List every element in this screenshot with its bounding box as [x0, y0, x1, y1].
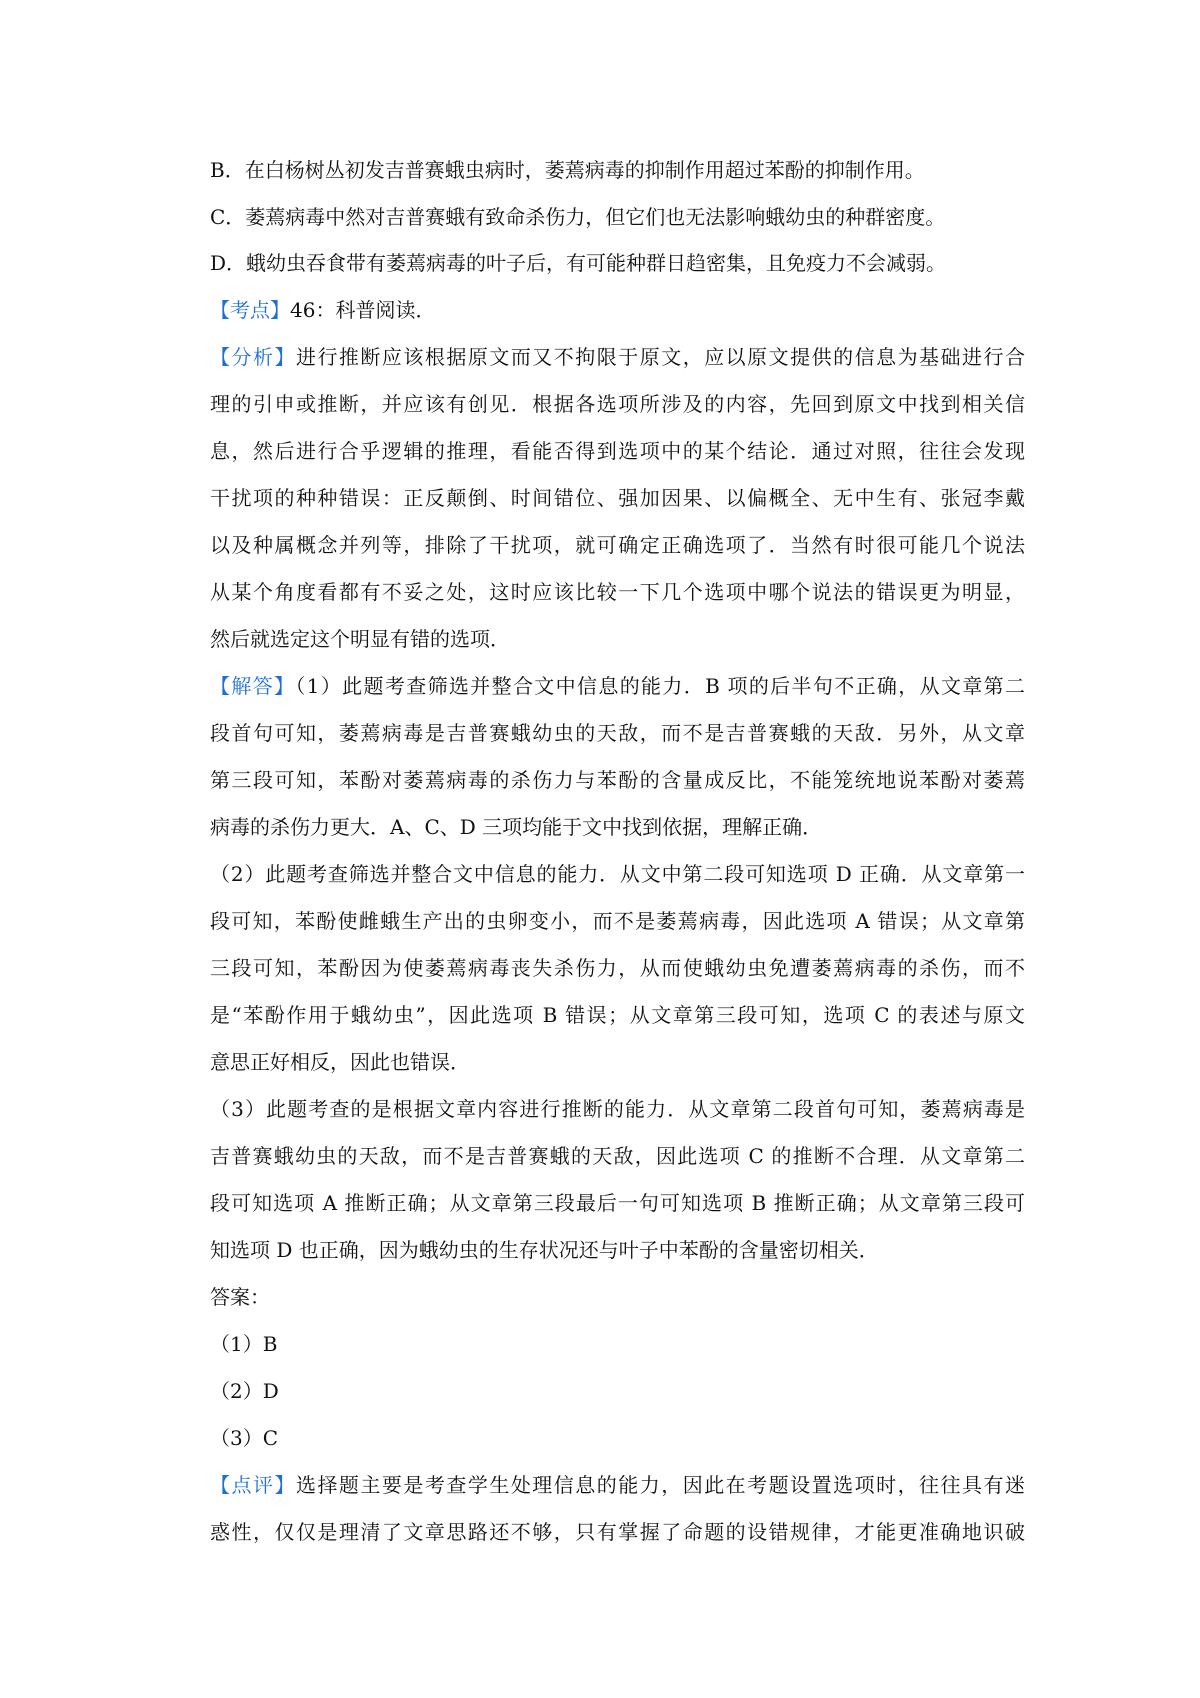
jieda-text: （1）此题考查筛选并整合文中信息的能力．B 项的后半句不正确，从文章第二 [295, 674, 1025, 698]
kaodian-text: 46：科普阅读． [290, 298, 436, 322]
answer-item: （3）C [210, 1426, 279, 1450]
dianping-line: 惑性，仅仅是理清了文章思路还不够，只有掌握了命题的设错规律，才能更准确地识破 [210, 1520, 1025, 1544]
jieda-line [210, 672, 1025, 700]
dianping-tag: 【点评】 [210, 1473, 296, 1497]
jieda-line: 段可知，苯酚使雌蛾生产出的虫卵变小，而不是萎蔫病毒，因此选项 A 错误；从文章第 [210, 909, 1025, 933]
dianping-line [210, 1471, 1025, 1499]
jieda-line: 知选项 D 也正确，因为蛾幼虫的生存状况还与叶子中苯酚的含量密切相关． [210, 1238, 879, 1262]
jieda-line: （3）此题考查的是根据文章内容进行推断的能力．从文章第二段首句可知，萎蔫病毒是 [210, 1097, 1025, 1121]
kaodian-line [210, 296, 1025, 324]
fenxi-line [210, 343, 1025, 371]
fenxi-line: 理的引申或推断，并应该有创见．根据各选项所涉及的内容，先回到原文中找到相关信 [210, 392, 1025, 416]
jieda-tag: 【解答】 [210, 674, 296, 698]
jieda-line: 意思正好相反，因此也错误． [210, 1050, 470, 1074]
answer-label: 答案： [210, 1285, 270, 1309]
jieda-line: 段可知选项 A 推断正确；从文章第三段最后一句可知选项 B 推断正确；从文章第三段可 [210, 1191, 1025, 1215]
dianping-text: 选择题主要是考查学生处理信息的能力，因此在考题设置选项时，往往具有迷 [295, 1473, 1025, 1497]
option-c: C．萎蔫病毒中然对吉普赛蛾有致命杀伤力，但它们也无法影响蛾幼虫的种群密度。 [210, 205, 946, 229]
jieda-line: 病毒的杀伤力更大．A、C、D 三项均能于文中找到依据，理解正确． [210, 815, 823, 839]
fenxi-line: 息，然后进行合乎逻辑的推理，看能否得到选项中的某个结论．通过对照，往往会发现 [210, 439, 1025, 463]
answer-item: （1）B [210, 1332, 278, 1356]
answer-item: （2）D [210, 1379, 279, 1403]
jieda-line: （2）此题考查筛选并整合文中信息的能力．从文中第二段可知选项 D 正确．从文章第一 [210, 862, 1025, 886]
option-d: D．蛾幼虫吞食带有萎蔫病毒的叶子后，有可能种群日趋密集，且免疫力不会减弱。 [210, 251, 947, 275]
jieda-line: 段首句可知，萎蔫病毒是吉普赛蛾幼虫的天敌，而不是吉普赛蛾的天敌．另外，从文章 [210, 721, 1025, 745]
fenxi-line: 干扰项的种种错误：正反颠倒、时间错位、强加因果、以偏概全、无中生有、张冠李戴 [210, 486, 1025, 510]
fenxi-text: 进行推断应该根据原文而又不拘限于原文，应以原文提供的信息为基础进行合 [295, 345, 1025, 369]
jieda-line: 是“苯酚作用于蛾幼虫”，因此选项 B 错误；从文章第三段可知，选项 C 的表述与原文 [210, 1003, 1025, 1027]
fenxi-tag: 【分析】 [210, 345, 296, 369]
jieda-line: 吉普赛蛾幼虫的天敌，而不是吉普赛蛾的天敌，因此选项 C 的推断不合理．从文章第二 [210, 1144, 1025, 1168]
option-b: B．在白杨树丛初发吉普赛蛾虫病时，萎蔫病毒的抑制作用超过苯酚的抑制作用。 [210, 158, 925, 182]
fenxi-line: 然后就选定这个明显有错的选项． [210, 627, 510, 651]
fenxi-line: 以及种属概念并列等，排除了干扰项，就可确定正确选项了．当然有时很可能几个说法 [210, 533, 1025, 557]
fenxi-line: 从某个角度看都有不妥之处，这时应该比较一下几个选项中哪个说法的错误更为明显， [210, 580, 1025, 604]
jieda-line: 第三段可知，苯酚对萎蔫病毒的杀伤力与苯酚的含量成反比，不能笼统地说苯酚对萎蔫 [210, 768, 1025, 792]
jieda-line: 三段可知，苯酚因为使萎蔫病毒丧失杀伤力，从而使蛾幼虫免遭萎蔫病毒的杀伤，而不 [210, 956, 1025, 980]
kaodian-tag: 【考点】 [210, 298, 290, 322]
